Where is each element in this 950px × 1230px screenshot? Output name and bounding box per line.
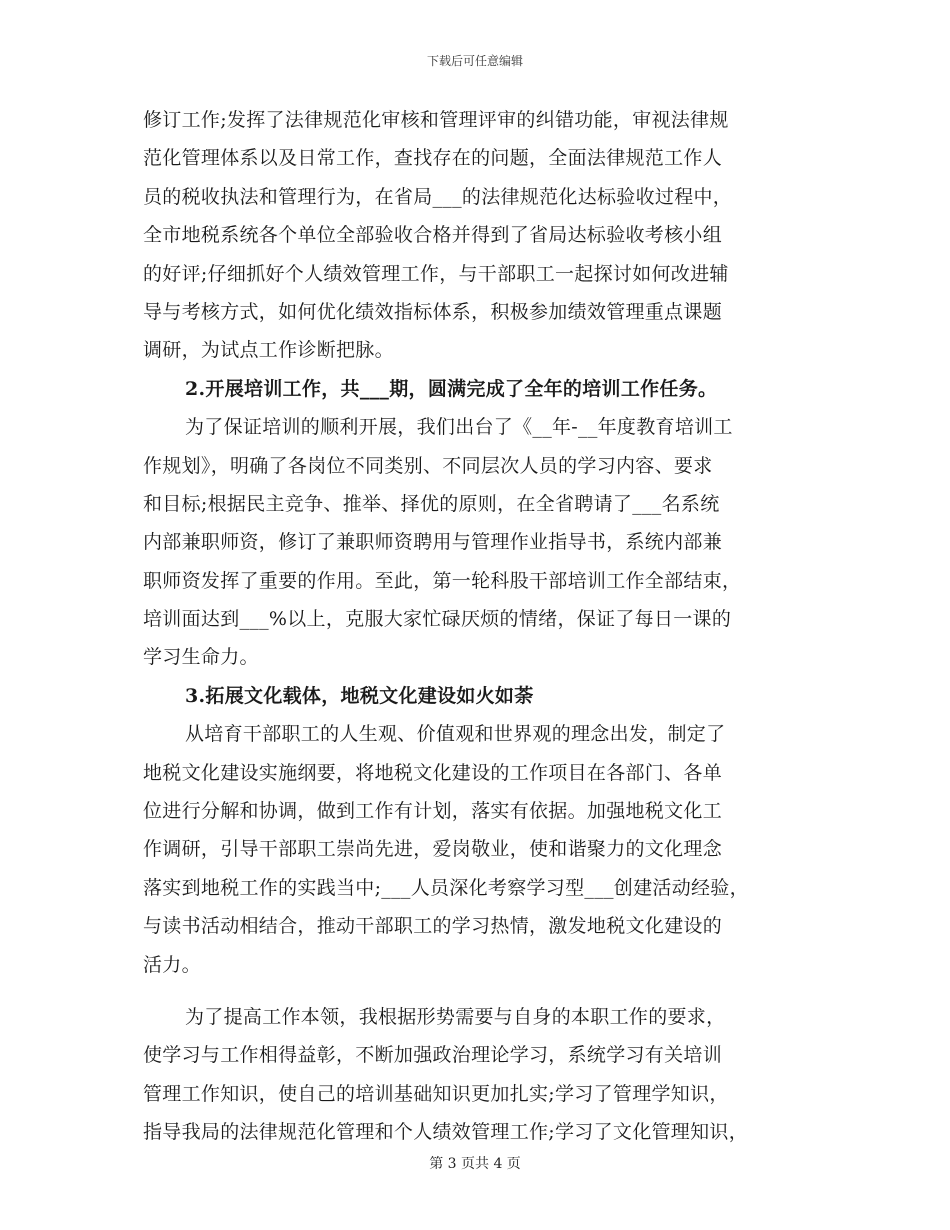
text-line: 导与考核方式，如何优化绩效指标体系，积极参加绩效管理重点课题 <box>143 300 723 323</box>
text-line: 学习生命力。 <box>143 646 259 669</box>
text-line: 为了提高工作本领，我根据形势需要与自身的本职工作的要求， <box>185 1005 726 1028</box>
section-heading-2: 2.开展培训工作，共___期，圆满完成了全年的培训工作任务。 <box>185 377 718 400</box>
text-line: 活力。 <box>143 953 201 976</box>
text-line: 使学习与工作相得益彰，不断加强政治理论学习，系统学习有关培训 <box>143 1044 723 1067</box>
text-line: 内部兼职师资，修订了兼职师资聘用与管理作业指导书，系统内部兼 <box>143 531 723 554</box>
text-line: 与读书活动相结合，推动干部职工的学习热情，激发地税文化建设的 <box>143 915 723 938</box>
paragraph-1 <box>143 101 823 370</box>
text-line: 职师资发挥了重要的作用。至此，第一轮科股干部培训工作全部结束， <box>143 569 742 592</box>
document-body <box>143 101 823 1152</box>
text-line: 调研，为试点工作诊断把脉。 <box>143 339 394 362</box>
text-line: 范化管理体系以及日常工作，查找存在的问题，全面法律规范工作人 <box>143 147 723 170</box>
paragraph-3 <box>143 715 823 984</box>
text-line: 从培育干部职工的人生观、价值观和世界观的理念出发，制定了 <box>185 723 726 746</box>
text-line: 的好评;仔细抓好个人绩效管理工作，与干部职工一起探讨如何改进辅 <box>143 262 729 285</box>
page-header: 下载后可任意编辑 <box>426 54 523 68</box>
text-line: 员的税收执法和管理行为，在省局___的法律规范化达标验收过程中， <box>143 185 733 208</box>
text-line: 管理工作知识，使自己的培训基础知识更加扎实;学习了管理学知识， <box>143 1082 729 1105</box>
page-footer: 第 3 页共 4 页 <box>429 1156 521 1172</box>
text-line: 修订工作;发挥了法律规范化审核和管理评审的纠错功能，审视法律规 <box>143 109 729 131</box>
text-line: 指导我局的法律规范化管理和个人绩效管理工作;学习了文化管理知识， <box>143 1121 749 1144</box>
text-line: 和目标;根据民主竞争、推举、择优的原则，在全省聘请了___名系统 <box>143 492 720 515</box>
paragraph-spacer <box>143 984 823 998</box>
text-line: 地税文化建设实施纲要，将地税文化建设的工作项目在各部门、各单 <box>143 761 723 784</box>
text-line: 培训面达到___%以上，克服大家忙碌厌烦的情绪，保证了每日一课的 <box>143 608 732 631</box>
section-heading-3: 3.拓展文化载体，地税文化建设如火如荼 <box>185 684 534 707</box>
text-line: 为了保证培训的顺利开展，我们出台了《__年-__年度教育培训工 <box>185 416 733 439</box>
text-line: 位进行分解和协调，做到工作有计划，落实有依据。加强地税文化工 <box>143 800 723 823</box>
text-line: 落实到地税工作的实践当中;___人员深化考察学习型___创建活动经验， <box>143 876 749 899</box>
text-line: 作调研，引导干部职工崇尚先进，爱岗敬业，使和谐聚力的文化理念 <box>143 838 723 861</box>
paragraph-4 <box>143 998 823 1152</box>
paragraph-2 <box>143 408 823 677</box>
text-line: 全市地税系统各个单位全部验收合格并得到了省局达标验收考核小组 <box>143 224 723 247</box>
text-line: 作规划》，明确了各岗位不同类别、不同层次人员的学习内容、要求 <box>143 454 713 477</box>
